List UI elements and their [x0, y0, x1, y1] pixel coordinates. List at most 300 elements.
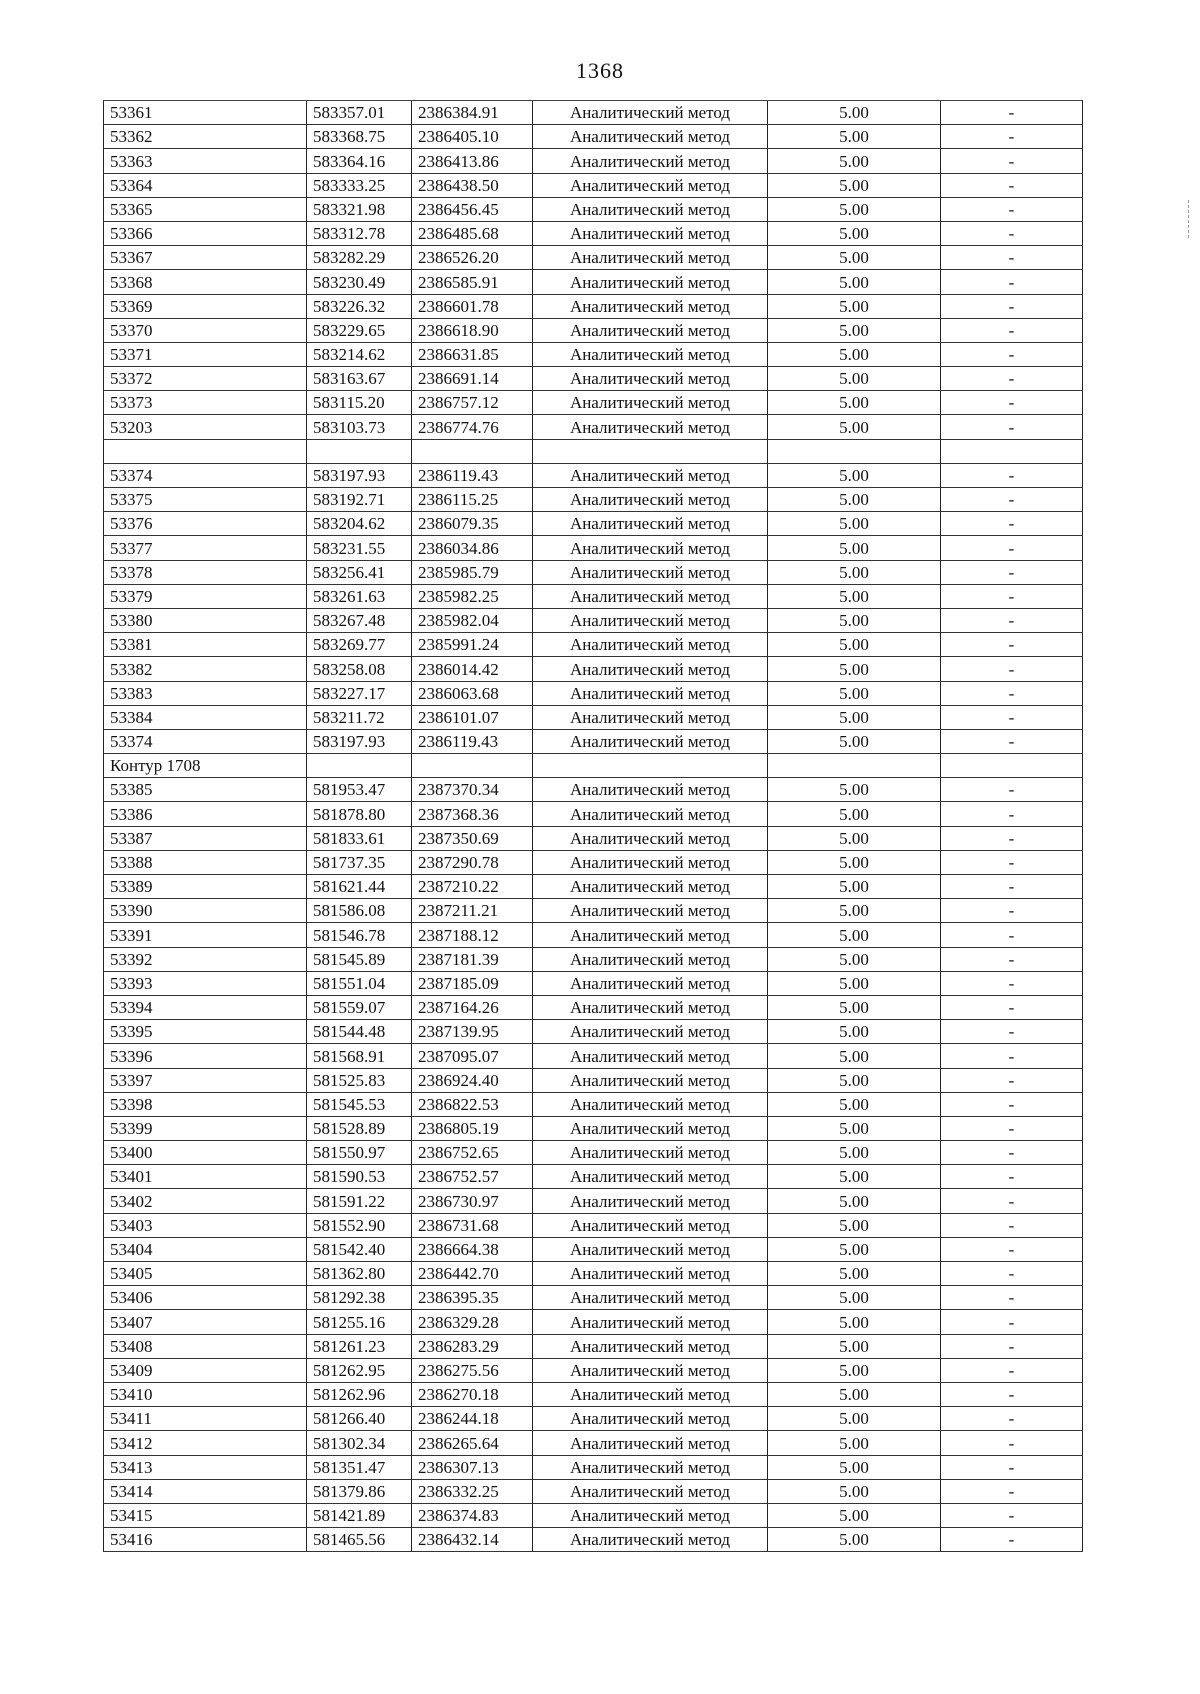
x-coordinate-cell: 581542.40 — [307, 1237, 412, 1261]
x-coordinate-cell: 583269.77 — [307, 633, 412, 657]
table-row — [104, 1431, 1083, 1455]
note-cell: - — [941, 584, 1083, 608]
x-coordinate-cell: 581551.04 — [307, 971, 412, 995]
method-cell: Аналитический метод — [533, 1382, 768, 1406]
note-cell: - — [941, 1020, 1083, 1044]
precision-value-cell: 5.00 — [768, 463, 941, 487]
precision-value-cell: 5.00 — [768, 657, 941, 681]
table-row — [104, 705, 1083, 729]
table-row — [104, 899, 1083, 923]
note-cell: - — [941, 560, 1083, 584]
x-coordinate-cell: 581559.07 — [307, 995, 412, 1019]
y-coordinate-cell: 2386275.56 — [412, 1358, 533, 1382]
table-row — [104, 221, 1083, 245]
x-coordinate-cell: 583204.62 — [307, 512, 412, 536]
x-coordinate-cell: 581546.78 — [307, 923, 412, 947]
y-coordinate-cell: 2386079.35 — [412, 512, 533, 536]
point-id-cell: 53392 — [104, 947, 307, 971]
method-cell: Аналитический метод — [533, 1431, 768, 1455]
y-coordinate-cell: 2386374.83 — [412, 1503, 533, 1527]
table-row — [104, 729, 1083, 753]
x-coordinate-cell: 581545.53 — [307, 1092, 412, 1116]
y-coordinate-cell: 2386456.45 — [412, 197, 533, 221]
precision-value-cell: 5.00 — [768, 149, 941, 173]
point-id-cell: 53410 — [104, 1382, 307, 1406]
method-cell: Аналитический метод — [533, 778, 768, 802]
point-id-cell: 53398 — [104, 1092, 307, 1116]
point-id-cell: 53369 — [104, 294, 307, 318]
note-cell: - — [941, 971, 1083, 995]
x-coordinate-cell: 583197.93 — [307, 729, 412, 753]
method-cell: Аналитический метод — [533, 1020, 768, 1044]
point-id-cell: 53203 — [104, 415, 307, 439]
table-row — [104, 197, 1083, 221]
method-cell: Аналитический метод — [533, 1189, 768, 1213]
method-cell: Аналитический метод — [533, 850, 768, 874]
method-cell: Аналитический метод — [533, 488, 768, 512]
y-coordinate-cell: 2387368.36 — [412, 802, 533, 826]
y-coordinate-cell: 2386115.25 — [412, 488, 533, 512]
table-row — [104, 1068, 1083, 1092]
method-cell: Аналитический метод — [533, 125, 768, 149]
x-coordinate-cell: 581266.40 — [307, 1407, 412, 1431]
y-coordinate-cell: 2386774.76 — [412, 415, 533, 439]
precision-value-cell: 5.00 — [768, 1262, 941, 1286]
table-row — [104, 1116, 1083, 1140]
y-coordinate-cell: 2386329.28 — [412, 1310, 533, 1334]
point-id-cell: 53411 — [104, 1407, 307, 1431]
y-coordinate-cell: 2386822.53 — [412, 1092, 533, 1116]
x-coordinate-cell: 583230.49 — [307, 270, 412, 294]
point-id-cell: 53370 — [104, 318, 307, 342]
note-cell: - — [941, 125, 1083, 149]
table-row — [104, 463, 1083, 487]
table-row — [104, 923, 1083, 947]
note-cell: - — [941, 536, 1083, 560]
y-coordinate-cell: 2387181.39 — [412, 947, 533, 971]
precision-value-cell: 5.00 — [768, 1092, 941, 1116]
precision-value-cell: 5.00 — [768, 584, 941, 608]
precision-value-cell: 5.00 — [768, 1431, 941, 1455]
precision-value-cell: 5.00 — [768, 391, 941, 415]
precision-value-cell: 5.00 — [768, 342, 941, 366]
y-coordinate-cell: 2386283.29 — [412, 1334, 533, 1358]
note-cell: - — [941, 995, 1083, 1019]
y-coordinate-cell: 2386119.43 — [412, 463, 533, 487]
method-cell: Аналитический метод — [533, 1165, 768, 1189]
y-coordinate-cell: 2386442.70 — [412, 1262, 533, 1286]
method-cell: Аналитический метод — [533, 633, 768, 657]
point-id-cell: 53382 — [104, 657, 307, 681]
x-coordinate-cell: 581292.38 — [307, 1286, 412, 1310]
y-coordinate-cell: 2386924.40 — [412, 1068, 533, 1092]
note-cell: - — [941, 802, 1083, 826]
note-cell: - — [941, 899, 1083, 923]
precision-value-cell: 5.00 — [768, 729, 941, 753]
x-coordinate-cell: 581550.97 — [307, 1141, 412, 1165]
note-cell: - — [941, 705, 1083, 729]
table-row — [104, 1455, 1083, 1479]
table-row — [104, 657, 1083, 681]
y-coordinate-cell: 2386731.68 — [412, 1213, 533, 1237]
note-cell: - — [941, 1165, 1083, 1189]
note-cell: - — [941, 1503, 1083, 1527]
precision-value-cell: 5.00 — [768, 221, 941, 245]
point-id-cell: 53384 — [104, 705, 307, 729]
point-id-cell: 53401 — [104, 1165, 307, 1189]
note-cell: - — [941, 463, 1083, 487]
y-coordinate-cell: 2385991.24 — [412, 633, 533, 657]
note-cell: - — [941, 1286, 1083, 1310]
x-coordinate-cell: 583103.73 — [307, 415, 412, 439]
y-coordinate-cell: 2386395.35 — [412, 1286, 533, 1310]
y-coordinate-cell — [412, 439, 533, 463]
y-coordinate-cell: 2387210.22 — [412, 875, 533, 899]
y-coordinate-cell: 2386034.86 — [412, 536, 533, 560]
table-row — [104, 608, 1083, 632]
y-coordinate-cell: 2387139.95 — [412, 1020, 533, 1044]
point-id-cell: 53393 — [104, 971, 307, 995]
table-row — [104, 439, 1083, 463]
table-row — [104, 318, 1083, 342]
x-coordinate-cell: 581591.22 — [307, 1189, 412, 1213]
method-cell: Аналитический метод — [533, 1528, 768, 1552]
note-cell — [941, 754, 1083, 778]
method-cell: Аналитический метод — [533, 1358, 768, 1382]
point-id-cell: 53415 — [104, 1503, 307, 1527]
x-coordinate-cell: 581833.61 — [307, 826, 412, 850]
method-cell: Аналитический метод — [533, 1092, 768, 1116]
table-row — [104, 681, 1083, 705]
note-cell: - — [941, 101, 1083, 125]
method-cell: Аналитический метод — [533, 1407, 768, 1431]
note-cell: - — [941, 1431, 1083, 1455]
method-cell: Аналитический метод — [533, 512, 768, 536]
note-cell: - — [941, 488, 1083, 512]
table-row — [104, 1286, 1083, 1310]
note-cell: - — [941, 197, 1083, 221]
note-cell: - — [941, 270, 1083, 294]
x-coordinate-cell: 581255.16 — [307, 1310, 412, 1334]
point-id-cell: 53412 — [104, 1431, 307, 1455]
y-coordinate-cell: 2386413.86 — [412, 149, 533, 173]
point-id-cell: 53409 — [104, 1358, 307, 1382]
precision-value-cell: 5.00 — [768, 1213, 941, 1237]
precision-value-cell: 5.00 — [768, 1044, 941, 1068]
x-coordinate-cell: 583357.01 — [307, 101, 412, 125]
y-coordinate-cell: 2386119.43 — [412, 729, 533, 753]
note-cell: - — [941, 1189, 1083, 1213]
precision-value-cell: 5.00 — [768, 923, 941, 947]
x-coordinate-cell: 583321.98 — [307, 197, 412, 221]
x-coordinate-cell: 581621.44 — [307, 875, 412, 899]
note-cell: - — [941, 149, 1083, 173]
x-coordinate-cell: 581953.47 — [307, 778, 412, 802]
x-coordinate-cell: 583214.62 — [307, 342, 412, 366]
table-row — [104, 415, 1083, 439]
precision-value-cell: 5.00 — [768, 1020, 941, 1044]
x-coordinate-cell: 581878.80 — [307, 802, 412, 826]
table-row — [104, 536, 1083, 560]
method-cell: Аналитический метод — [533, 1237, 768, 1261]
precision-value-cell: 5.00 — [768, 294, 941, 318]
point-id-cell: 53372 — [104, 367, 307, 391]
table-row — [104, 560, 1083, 584]
note-cell: - — [941, 367, 1083, 391]
method-cell: Аналитический метод — [533, 149, 768, 173]
y-coordinate-cell: 2386438.50 — [412, 173, 533, 197]
note-cell: - — [941, 342, 1083, 366]
x-coordinate-cell: 583227.17 — [307, 681, 412, 705]
x-coordinate-cell: 581590.53 — [307, 1165, 412, 1189]
point-id-cell: 53385 — [104, 778, 307, 802]
method-cell: Аналитический метод — [533, 367, 768, 391]
note-cell: - — [941, 1262, 1083, 1286]
method-cell: Аналитический метод — [533, 1479, 768, 1503]
point-id-cell: 53387 — [104, 826, 307, 850]
table-row — [104, 294, 1083, 318]
method-cell: Аналитический метод — [533, 173, 768, 197]
point-id-cell: 53413 — [104, 1455, 307, 1479]
note-cell: - — [941, 1358, 1083, 1382]
table-row — [104, 1237, 1083, 1261]
table-row — [104, 1310, 1083, 1334]
method-cell: Аналитический метод — [533, 584, 768, 608]
method-cell: Аналитический метод — [533, 899, 768, 923]
table-row — [104, 1528, 1083, 1552]
y-coordinate-cell: 2386805.19 — [412, 1116, 533, 1140]
note-cell: - — [941, 608, 1083, 632]
precision-value-cell: 5.00 — [768, 875, 941, 899]
x-coordinate-cell: 583333.25 — [307, 173, 412, 197]
y-coordinate-cell: 2386585.91 — [412, 270, 533, 294]
method-cell: Аналитический метод — [533, 608, 768, 632]
note-cell: - — [941, 173, 1083, 197]
y-coordinate-cell: 2387164.26 — [412, 995, 533, 1019]
x-coordinate-cell: 581568.91 — [307, 1044, 412, 1068]
y-coordinate-cell: 2387185.09 — [412, 971, 533, 995]
point-id-cell: 53399 — [104, 1116, 307, 1140]
x-coordinate-cell: 581421.89 — [307, 1503, 412, 1527]
point-id-cell: 53388 — [104, 850, 307, 874]
precision-value-cell: 5.00 — [768, 705, 941, 729]
point-id-cell: 53395 — [104, 1020, 307, 1044]
y-coordinate-cell: 2387350.69 — [412, 826, 533, 850]
precision-value-cell: 5.00 — [768, 1407, 941, 1431]
y-coordinate-cell: 2386526.20 — [412, 246, 533, 270]
precision-value-cell: 5.00 — [768, 971, 941, 995]
point-id-cell: 53390 — [104, 899, 307, 923]
table-row — [104, 778, 1083, 802]
x-coordinate-cell: 581544.48 — [307, 1020, 412, 1044]
x-coordinate-cell: 583115.20 — [307, 391, 412, 415]
x-coordinate-cell: 583267.48 — [307, 608, 412, 632]
table-row — [104, 270, 1083, 294]
method-cell: Аналитический метод — [533, 729, 768, 753]
method-cell: Аналитический метод — [533, 1116, 768, 1140]
point-id-cell: 53377 — [104, 536, 307, 560]
y-coordinate-cell: 2387095.07 — [412, 1044, 533, 1068]
x-coordinate-cell: 581586.08 — [307, 899, 412, 923]
point-id-cell: 53378 — [104, 560, 307, 584]
note-cell: - — [941, 923, 1083, 947]
table-row — [104, 1262, 1083, 1286]
method-cell: Аналитический метод — [533, 971, 768, 995]
method-cell: Аналитический метод — [533, 1503, 768, 1527]
y-coordinate-cell: 2386384.91 — [412, 101, 533, 125]
table-row — [104, 125, 1083, 149]
precision-value-cell: 5.00 — [768, 1334, 941, 1358]
y-coordinate-cell: 2386270.18 — [412, 1382, 533, 1406]
y-coordinate-cell: 2387211.21 — [412, 899, 533, 923]
method-cell: Аналитический метод — [533, 1141, 768, 1165]
method-cell: Аналитический метод — [533, 1213, 768, 1237]
method-cell: Аналитический метод — [533, 923, 768, 947]
precision-value-cell: 5.00 — [768, 318, 941, 342]
table-body — [104, 101, 1083, 1552]
table-row — [104, 1165, 1083, 1189]
x-coordinate-cell: 581528.89 — [307, 1116, 412, 1140]
note-cell: - — [941, 1479, 1083, 1503]
method-cell: Аналитический метод — [533, 802, 768, 826]
precision-value-cell: 5.00 — [768, 899, 941, 923]
note-cell: - — [941, 1455, 1083, 1479]
x-coordinate-cell: 583211.72 — [307, 705, 412, 729]
x-coordinate-cell: 583256.41 — [307, 560, 412, 584]
precision-value-cell: 5.00 — [768, 802, 941, 826]
point-id-cell: 53405 — [104, 1262, 307, 1286]
method-cell: Аналитический метод — [533, 415, 768, 439]
point-id-cell: Контур 1708 — [104, 754, 307, 778]
y-coordinate-cell: 2387188.12 — [412, 923, 533, 947]
method-cell: Аналитический метод — [533, 681, 768, 705]
precision-value-cell: 5.00 — [768, 1068, 941, 1092]
point-id-cell: 53416 — [104, 1528, 307, 1552]
method-cell: Аналитический метод — [533, 342, 768, 366]
precision-value-cell: 5.00 — [768, 246, 941, 270]
precision-value-cell: 5.00 — [768, 367, 941, 391]
note-cell: - — [941, 778, 1083, 802]
method-cell: Аналитический метод — [533, 463, 768, 487]
point-id-cell: 53363 — [104, 149, 307, 173]
y-coordinate-cell: 2386664.38 — [412, 1237, 533, 1261]
note-cell — [941, 439, 1083, 463]
table-row — [104, 584, 1083, 608]
table-row — [104, 173, 1083, 197]
y-coordinate-cell: 2386631.85 — [412, 342, 533, 366]
y-coordinate-cell: 2386601.78 — [412, 294, 533, 318]
point-id-cell: 53400 — [104, 1141, 307, 1165]
point-id-cell: 53397 — [104, 1068, 307, 1092]
point-id-cell: 53374 — [104, 463, 307, 487]
y-coordinate-cell: 2386752.57 — [412, 1165, 533, 1189]
precision-value-cell: 5.00 — [768, 270, 941, 294]
method-cell: Аналитический метод — [533, 101, 768, 125]
point-id-cell: 53366 — [104, 221, 307, 245]
y-coordinate-cell: 2386332.25 — [412, 1479, 533, 1503]
precision-value-cell: 5.00 — [768, 1310, 941, 1334]
x-coordinate-cell: 581552.90 — [307, 1213, 412, 1237]
point-id-cell: 53364 — [104, 173, 307, 197]
precision-value-cell: 5.00 — [768, 1165, 941, 1189]
x-coordinate-cell: 581525.83 — [307, 1068, 412, 1092]
point-id-cell: 53380 — [104, 608, 307, 632]
x-coordinate-cell: 581261.23 — [307, 1334, 412, 1358]
method-cell — [533, 754, 768, 778]
table-row — [104, 1334, 1083, 1358]
x-coordinate-cell: 583231.55 — [307, 536, 412, 560]
precision-value-cell — [768, 754, 941, 778]
y-coordinate-cell: 2386244.18 — [412, 1407, 533, 1431]
note-cell: - — [941, 1334, 1083, 1358]
note-cell: - — [941, 415, 1083, 439]
point-id-cell: 53389 — [104, 875, 307, 899]
precision-value-cell: 5.00 — [768, 101, 941, 125]
table-row — [104, 367, 1083, 391]
table-row — [104, 512, 1083, 536]
x-coordinate-cell: 583229.65 — [307, 318, 412, 342]
table-row — [104, 1358, 1083, 1382]
precision-value-cell: 5.00 — [768, 1189, 941, 1213]
method-cell: Аналитический метод — [533, 995, 768, 1019]
precision-value-cell: 5.00 — [768, 173, 941, 197]
precision-value-cell: 5.00 — [768, 1286, 941, 1310]
note-cell: - — [941, 1068, 1083, 1092]
method-cell: Аналитический метод — [533, 1286, 768, 1310]
table-row — [104, 802, 1083, 826]
note-cell: - — [941, 391, 1083, 415]
precision-value-cell: 5.00 — [768, 995, 941, 1019]
note-cell: - — [941, 875, 1083, 899]
precision-value-cell: 5.00 — [768, 1382, 941, 1406]
note-cell: - — [941, 826, 1083, 850]
method-cell: Аналитический метод — [533, 1334, 768, 1358]
method-cell: Аналитический метод — [533, 1455, 768, 1479]
y-coordinate-cell: 2385985.79 — [412, 560, 533, 584]
precision-value-cell: 5.00 — [768, 1528, 941, 1552]
precision-value-cell: 5.00 — [768, 826, 941, 850]
point-id-cell: 53408 — [104, 1334, 307, 1358]
point-id-cell: 53403 — [104, 1213, 307, 1237]
precision-value-cell: 5.00 — [768, 850, 941, 874]
method-cell: Аналитический метод — [533, 1262, 768, 1286]
x-coordinate-cell: 583163.67 — [307, 367, 412, 391]
point-id-cell: 53407 — [104, 1310, 307, 1334]
y-coordinate-cell: 2386752.65 — [412, 1141, 533, 1165]
precision-value-cell: 5.00 — [768, 536, 941, 560]
point-id-cell: 53367 — [104, 246, 307, 270]
point-id-cell: 53368 — [104, 270, 307, 294]
y-coordinate-cell: 2385982.04 — [412, 608, 533, 632]
method-cell: Аналитический метод — [533, 1068, 768, 1092]
x-coordinate-cell: 583226.32 — [307, 294, 412, 318]
x-coordinate-cell: 581737.35 — [307, 850, 412, 874]
scan-edge-mark — [1188, 200, 1191, 238]
table-row — [104, 1044, 1083, 1068]
table-row — [104, 1503, 1083, 1527]
y-coordinate-cell: 2386485.68 — [412, 221, 533, 245]
method-cell: Аналитический метод — [533, 1044, 768, 1068]
note-cell: - — [941, 318, 1083, 342]
note-cell: - — [941, 1141, 1083, 1165]
precision-value-cell: 5.00 — [768, 488, 941, 512]
point-id-cell: 53376 — [104, 512, 307, 536]
method-cell: Аналитический метод — [533, 197, 768, 221]
x-coordinate-cell: 583261.63 — [307, 584, 412, 608]
point-id-cell: 53406 — [104, 1286, 307, 1310]
table-row — [104, 1479, 1083, 1503]
note-cell: - — [941, 1044, 1083, 1068]
